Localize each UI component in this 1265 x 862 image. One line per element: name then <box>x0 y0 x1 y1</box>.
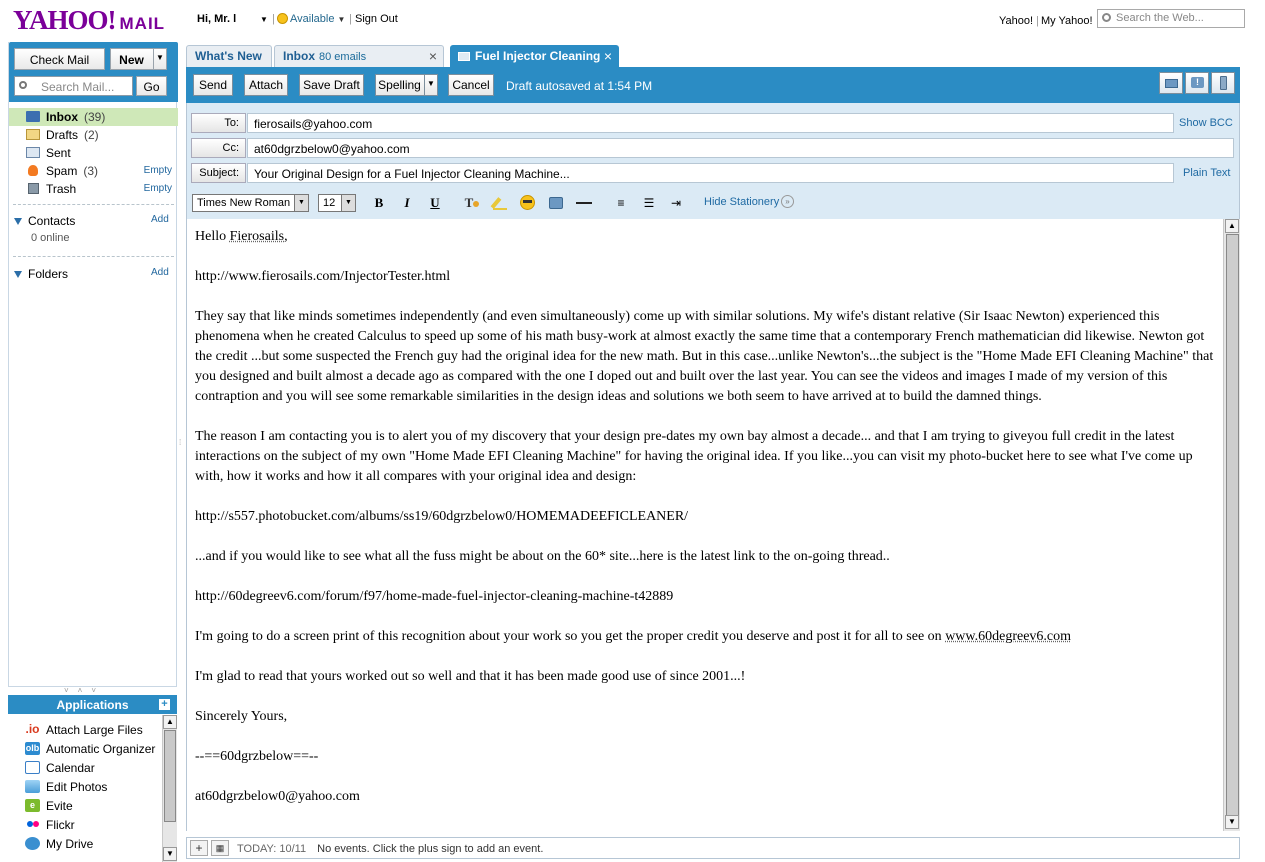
add-application-icon[interactable]: + <box>159 699 170 710</box>
scroll-thumb[interactable] <box>1226 234 1239 816</box>
app-calendar[interactable] <box>8 758 163 777</box>
panel-splitter[interactable]: ⁞ <box>179 438 182 447</box>
logo-text: YAHOO! <box>13 5 116 35</box>
photo-icon <box>25 780 40 793</box>
folder-label: Drafts <box>46 128 79 142</box>
to-field[interactable] <box>247 113 1174 133</box>
folder-trash[interactable] <box>9 180 178 198</box>
logo-mail-text: MAIL <box>119 14 166 33</box>
check-mail-label: Check Mail <box>29 53 90 67</box>
subject-value: Your Original Design for a Fuel Injector Cleaning Machine... <box>254 167 570 181</box>
bold-button[interactable]: B <box>374 195 384 210</box>
cancel-button[interactable] <box>448 74 494 96</box>
header-divider: | <box>272 13 275 25</box>
app-flickr[interactable] <box>8 815 163 834</box>
email-icon-button[interactable] <box>1159 72 1183 94</box>
body-link-2: http://s557.photobucket.com/albums/ss19/60dgrzbelow0/HOMEMADEEFICLEANER/ <box>195 509 689 524</box>
chevron-down-icon: ▼ <box>341 195 355 211</box>
tab-inbox[interactable] <box>274 45 444 67</box>
expand-triangle-icon[interactable] <box>14 271 22 278</box>
account-dropdown-icon[interactable]: ▼ <box>260 15 268 24</box>
inbox-icon <box>26 111 40 122</box>
body-email: at60dgrzbelow0@yahoo.com <box>195 789 360 804</box>
to-value: fierosails@yahoo.com <box>254 117 373 131</box>
list-icon[interactable]: ☰ <box>643 196 655 210</box>
app-evite[interactable] <box>8 796 163 815</box>
add-event-plus-icon[interactable]: + <box>190 840 208 856</box>
greeting-prefix: Hello <box>195 229 230 244</box>
applications-header <box>8 695 177 714</box>
cancel-label: Cancel <box>452 78 490 92</box>
top-header <box>0 0 1265 40</box>
underline-button[interactable]: U <box>430 195 440 210</box>
font-family-select[interactable] <box>192 194 309 212</box>
left-navigation <box>8 42 177 687</box>
app-label: Edit Photos <box>46 780 108 794</box>
sign-out-link[interactable]: Sign Out <box>355 13 398 25</box>
app-attach-large-files[interactable] <box>8 720 163 739</box>
italic-button[interactable]: I <box>404 195 410 210</box>
cc-field[interactable] <box>247 138 1234 158</box>
subject-label: Subject: <box>199 167 239 179</box>
font-size-select[interactable] <box>318 194 356 212</box>
new-label: New <box>119 53 144 67</box>
greeting-name: Mr. l <box>214 13 237 25</box>
body-paragraph-4 <box>195 627 1220 647</box>
spelling-label: Spelling <box>378 78 421 92</box>
envelope-icon <box>1165 79 1178 88</box>
attach-button[interactable] <box>244 74 288 96</box>
status-menu[interactable] <box>277 13 345 25</box>
paragraph-4-link: www.60degreev6.com <box>945 629 1072 644</box>
greeting-name: Fierosails <box>229 229 285 244</box>
calendar-view-icon[interactable]: ▦ <box>211 840 229 856</box>
compose-headers <box>186 103 1240 219</box>
font-family-value: Times New Roman <box>197 197 291 209</box>
folders-label: Folders <box>28 267 69 281</box>
attach-label: Attach <box>248 78 284 92</box>
status-label: Available <box>290 13 335 25</box>
folder-drafts[interactable] <box>9 126 178 144</box>
status-dropdown-icon: ▼ <box>337 15 346 24</box>
subject-field[interactable] <box>247 163 1174 183</box>
body-link-1: http://www.fierosails.com/InjectorTester.html <box>195 269 451 284</box>
to-label: To: <box>224 117 239 129</box>
folder-count: (3) <box>83 164 99 178</box>
app-label: Automatic Organizer <box>46 742 156 756</box>
new-dropdown-icon[interactable]: ▼ <box>153 49 166 69</box>
today-date: TODAY: 10/11 <box>237 843 307 855</box>
chevron-down-icon: ▼ <box>294 195 308 211</box>
yahoo-mail-logo[interactable] <box>13 5 165 36</box>
indent-icon[interactable]: ⇥ <box>670 196 682 210</box>
smiley-status-icon <box>277 13 288 24</box>
spelling-dropdown-icon[interactable]: ▼ <box>424 75 437 95</box>
apps-scrollbar[interactable] <box>162 715 177 862</box>
scroll-thumb[interactable] <box>164 730 176 822</box>
my-yahoo-link[interactable]: My Yahoo! <box>1041 15 1093 27</box>
folder-count: (2) <box>84 128 99 142</box>
app-label: Attach Large Files <box>46 723 143 737</box>
body-signature: --==60dgrzbelow==-- <box>195 749 319 764</box>
expand-triangle-icon[interactable] <box>14 218 22 225</box>
message-body-editor[interactable] <box>186 219 1223 831</box>
body-paragraph-2: The reason I am contacting you is to alert you of my discovery that your design pre-dates my own bay almost a decade... and that I am trying to giveyou full credit in the latest interactions on the subject of my own "Home Made EFI Cleaning Machine" for having the original idea. If you like...you can visit my photo-bucket here to see what I've come up with, how it works and how it all compares with your original idea and design: <box>195 429 1193 484</box>
text-color-icon[interactable]: T <box>463 194 481 212</box>
app-my-drive[interactable] <box>8 834 163 853</box>
font-size-value: 12 <box>323 197 336 209</box>
calendar-bar <box>186 837 1240 859</box>
go-label: Go <box>143 80 160 94</box>
go-button[interactable] <box>136 76 167 96</box>
drive-icon <box>25 837 40 850</box>
folder-label: Sent <box>46 146 71 160</box>
paragraph-4-text: I'm going to do a screen print of this recognition about your work so you get the proper credit you deserve and post it for all to see on <box>195 629 946 644</box>
close-tab-icon[interactable]: × <box>603 48 612 64</box>
greeting-prefix: Hi, <box>197 13 212 25</box>
chevron-right-icon[interactable]: » <box>781 195 794 208</box>
app-label: Calendar <box>46 761 95 775</box>
app-label: Evite <box>46 799 73 813</box>
im-icon-button[interactable] <box>1185 72 1209 94</box>
scroll-down-arrow[interactable]: ▼ <box>1225 815 1239 829</box>
cc-value: at60dgrzbelow0@yahoo.com <box>254 142 410 156</box>
events-message: No events. Click the plus sign to add an event. <box>317 843 544 855</box>
tab-compose[interactable] <box>450 45 619 67</box>
applications-title: Applications <box>56 698 129 712</box>
app-edit-photos[interactable] <box>8 777 163 796</box>
align-icon[interactable]: ≡ <box>617 196 625 210</box>
compose-toolbar <box>186 67 1240 103</box>
body-scrollbar[interactable] <box>1223 219 1240 831</box>
plain-text-link[interactable]: Plain Text <box>1183 167 1231 179</box>
cc-label: Cc: <box>222 142 239 154</box>
sms-icon-button[interactable] <box>1211 72 1235 94</box>
applications-panel <box>8 695 177 862</box>
instant-message-icon: ! <box>1191 77 1204 88</box>
folder-label: Trash <box>46 182 77 196</box>
check-mail-button[interactable] <box>14 48 105 70</box>
body-closing: Sincerely Yours, <box>195 709 288 724</box>
tab-whats-new[interactable] <box>186 45 272 67</box>
drafts-icon <box>26 129 40 140</box>
app-automatic-organizer[interactable] <box>8 739 163 758</box>
search-mail-placeholder: Search Mail... <box>41 80 115 94</box>
mobile-phone-icon <box>1220 76 1227 90</box>
to-label-button[interactable] <box>191 113 246 133</box>
tab-label: What's New <box>195 49 262 63</box>
header-divider-3: | <box>1036 15 1039 27</box>
header-divider-2: | <box>349 13 352 25</box>
body-link-3: http://60degreev6.com/forum/f97/home-made-fuel-injector-cleaning-machine-t42889 <box>195 589 674 604</box>
spam-flame-icon <box>28 165 38 176</box>
contacts-label: Contacts <box>28 214 76 228</box>
cc-label-button[interactable] <box>191 138 246 158</box>
nav-divider <box>13 204 174 205</box>
flickr-icon <box>25 818 40 831</box>
app-label: My Drive <box>46 837 94 851</box>
add-folder-link[interactable]: Add <box>151 267 169 278</box>
emoticon-icon[interactable] <box>519 194 537 212</box>
web-search-placeholder: Search the Web... <box>1116 12 1204 24</box>
tab-label: Inbox <box>283 49 315 63</box>
insert-image-icon[interactable] <box>547 194 565 212</box>
new-button[interactable] <box>110 48 167 70</box>
highlight-icon[interactable] <box>491 194 509 212</box>
hide-stationery-link[interactable]: Hide Stationery <box>704 196 780 208</box>
empty-spam-link[interactable]: Empty <box>143 165 172 176</box>
body-paragraph-3: ...and if you would like to see what all the fuss might be about on the 60* site...here is the latest link to the on-going thread.. <box>195 549 890 564</box>
evite-icon: e <box>25 799 40 812</box>
contacts-online-count: 0 online <box>31 232 70 244</box>
web-search-input[interactable] <box>1097 9 1245 28</box>
yahoo-home-link[interactable]: Yahoo! <box>999 15 1034 27</box>
send-button[interactable] <box>193 74 233 96</box>
send-label: Send <box>198 78 228 92</box>
greeting <box>197 13 236 25</box>
search-icon <box>1102 13 1111 22</box>
io-icon: .io <box>25 722 40 736</box>
body-paragraph-1: They say that like minds sometimes independently (and even simultaneously) come up with similar solutions. My wife's distant relative (Sir Isaac Newton) experienced this phenomena when he created Calculus to speed up some of his math busy-work at almost exactly the same time that a contemporary French mathematician did likewise. Newton got the credit ...but some suspected the French guy had the original idea for the new math. But in this case...unlike Newton's...the subject is the "Home Made EFI Cleaning Machine" that you designed and built almost a decade ago as compared with the one I doped out and built over the last year. You can see the videos and images I made of my version of this contraption and you will see some remarkable similarities in the design ideas and solutions we both seem to have arrived at to build the damned things. <box>195 309 1214 404</box>
spelling-button[interactable] <box>375 74 438 96</box>
body-greeting <box>195 227 1220 247</box>
tab-email-count: 80 emails <box>319 51 367 63</box>
tab-label: Fuel Injector Cleaning <box>475 49 601 63</box>
close-tab-icon[interactable]: × <box>428 48 437 64</box>
show-bcc-link[interactable]: Show BCC <box>1179 117 1233 129</box>
scroll-down-arrow[interactable]: ▼ <box>163 847 177 861</box>
folder-inbox[interactable] <box>9 108 178 126</box>
empty-trash-link[interactable]: Empty <box>143 183 172 194</box>
contacts-section[interactable] <box>14 214 169 228</box>
folder-count: (39) <box>84 110 106 124</box>
search-mail-icon <box>19 81 27 89</box>
folder-label: Inbox <box>46 110 78 124</box>
add-contact-link[interactable]: Add <box>151 214 169 225</box>
calendar-icon <box>25 761 40 774</box>
resize-handle[interactable]: ˅˄˅ <box>64 686 106 695</box>
greeting-comma: , <box>284 229 288 244</box>
folder-label: Spam <box>46 164 78 178</box>
olb-icon: olb <box>25 743 40 753</box>
app-label: Flickr <box>46 818 75 832</box>
folder-spam[interactable] <box>9 162 178 180</box>
nav-divider-2 <box>13 256 174 257</box>
save-draft-button[interactable] <box>299 74 364 96</box>
scroll-up-arrow[interactable]: ▲ <box>1225 219 1239 233</box>
horizontal-line-icon[interactable] <box>575 194 593 212</box>
scroll-up-arrow[interactable]: ▲ <box>163 715 177 729</box>
trash-icon <box>28 183 39 194</box>
body-paragraph-5: I'm glad to read that yours worked out so well and that it has been made good use of since 2001...! <box>195 669 746 684</box>
save-draft-label: Save Draft <box>303 78 360 92</box>
envelope-icon <box>458 52 470 61</box>
leftnav-toolbar <box>9 42 178 102</box>
folders-section[interactable] <box>14 267 169 281</box>
folder-sent[interactable] <box>9 144 178 162</box>
subject-label-button <box>191 163 246 183</box>
autosave-status: Draft autosaved at 1:54 PM <box>506 79 653 93</box>
sent-icon <box>26 147 40 158</box>
search-mail-input[interactable] <box>14 76 133 96</box>
